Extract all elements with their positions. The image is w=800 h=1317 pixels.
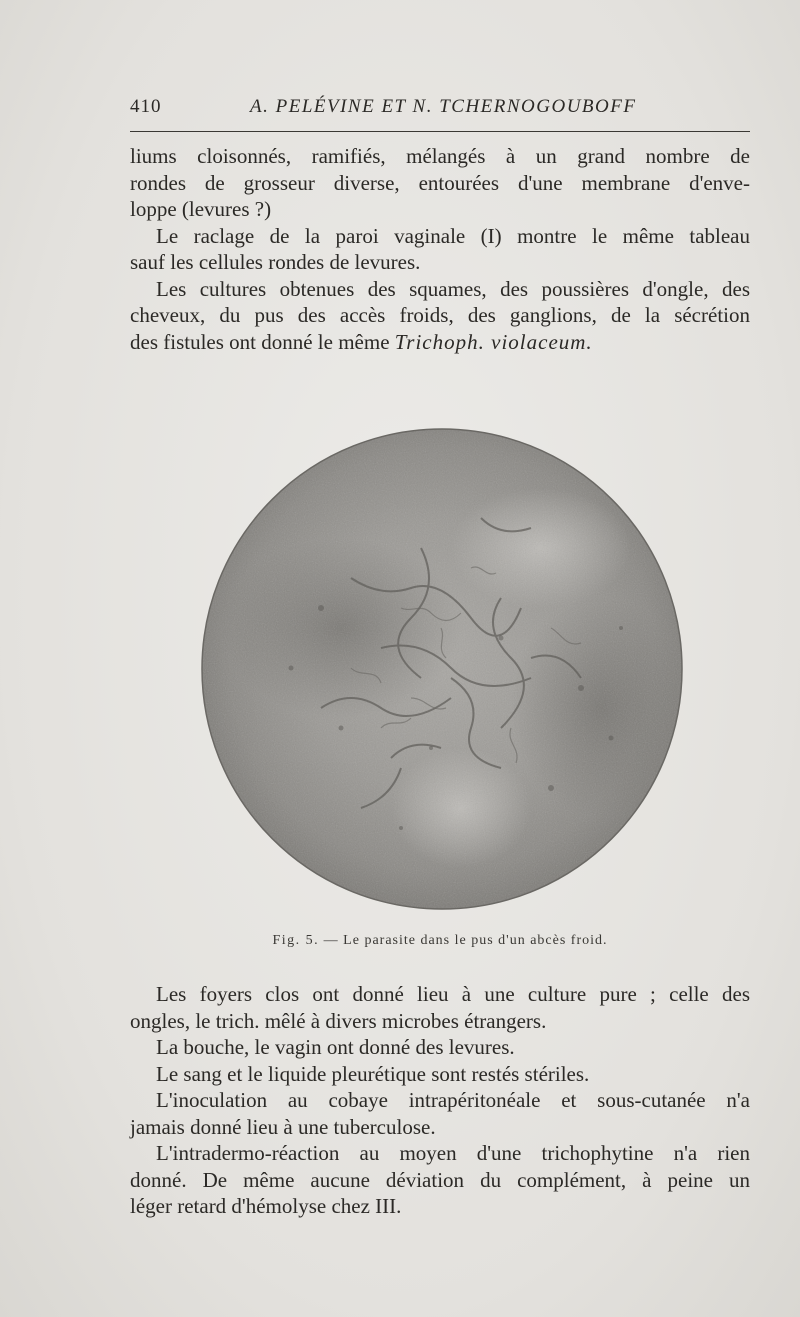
paragraph: [130, 1061, 750, 1088]
header-rule: [130, 131, 750, 132]
text-line: ongles, le trich. mêlé à divers microbes étrangers.: [130, 1008, 547, 1033]
text-line: Les foyers clos ont donné lieu à une culture pure ; celle des: [156, 982, 750, 1006]
top-text-block: [130, 143, 750, 355]
paragraph: [130, 276, 750, 356]
page-header: [130, 96, 750, 124]
page-number: 410: [130, 96, 162, 117]
text-line: Le sang et le liquide pleurétique sont restés stériles.: [156, 1061, 590, 1086]
microscope-photograph: [201, 428, 683, 910]
caption-text: — Le parasite dans le pus d'un abcès froid.: [323, 933, 608, 948]
text-line: jamais donné lieu à une tuberculose.: [130, 1114, 436, 1139]
text-line: donné. De même aucune déviation du complément, à peine un: [130, 1167, 750, 1192]
paragraph: [130, 1140, 750, 1220]
paragraph: [130, 1087, 750, 1140]
running-head: A. PELÉVINE ET N. TCHERNOGOUBOFF: [250, 96, 637, 117]
paragraph: [130, 143, 750, 223]
figure-caption: [130, 933, 750, 949]
text-line: [130, 329, 750, 356]
figure-label: Fig. 5.: [272, 933, 320, 948]
text-line: La bouche, le vagin ont donné des levures.: [156, 1035, 515, 1059]
text-run: des fistules ont donné le même: [130, 329, 395, 354]
bottom-text-block: [130, 981, 750, 1220]
text-line: léger retard d'hémolyse chez III.: [130, 1194, 402, 1218]
paragraph: [130, 223, 750, 276]
text-line: Le raclage de la paroi vaginale (I) montre le même tableau: [156, 223, 750, 248]
text-line: cheveux, du pus des accès froids, des ganglions, de la sécrétion: [130, 303, 750, 327]
paragraph: [130, 981, 750, 1034]
text-line: L'intradermo-réaction au moyen d'une trichophytine n'a rien: [156, 1141, 750, 1165]
text-line: rondes de grosseur diverse, entourées d'une membrane d'enve-: [130, 170, 750, 195]
text-line: L'inoculation au cobaye intrapéritonéale et sous-cutanée n'a: [156, 1088, 750, 1112]
text-line: liums cloisonnés, ramifiés, mélangés à un grand nombre de: [130, 144, 750, 168]
text-line: sauf les cellules rondes de levures.: [130, 250, 421, 274]
species-name: Trichoph. violaceum.: [394, 329, 593, 354]
text-line: Les cultures obtenues des squames, des poussières d'ongle, des: [156, 276, 750, 301]
text-line: loppe (levures ?): [130, 197, 272, 221]
paragraph: [130, 1034, 750, 1061]
